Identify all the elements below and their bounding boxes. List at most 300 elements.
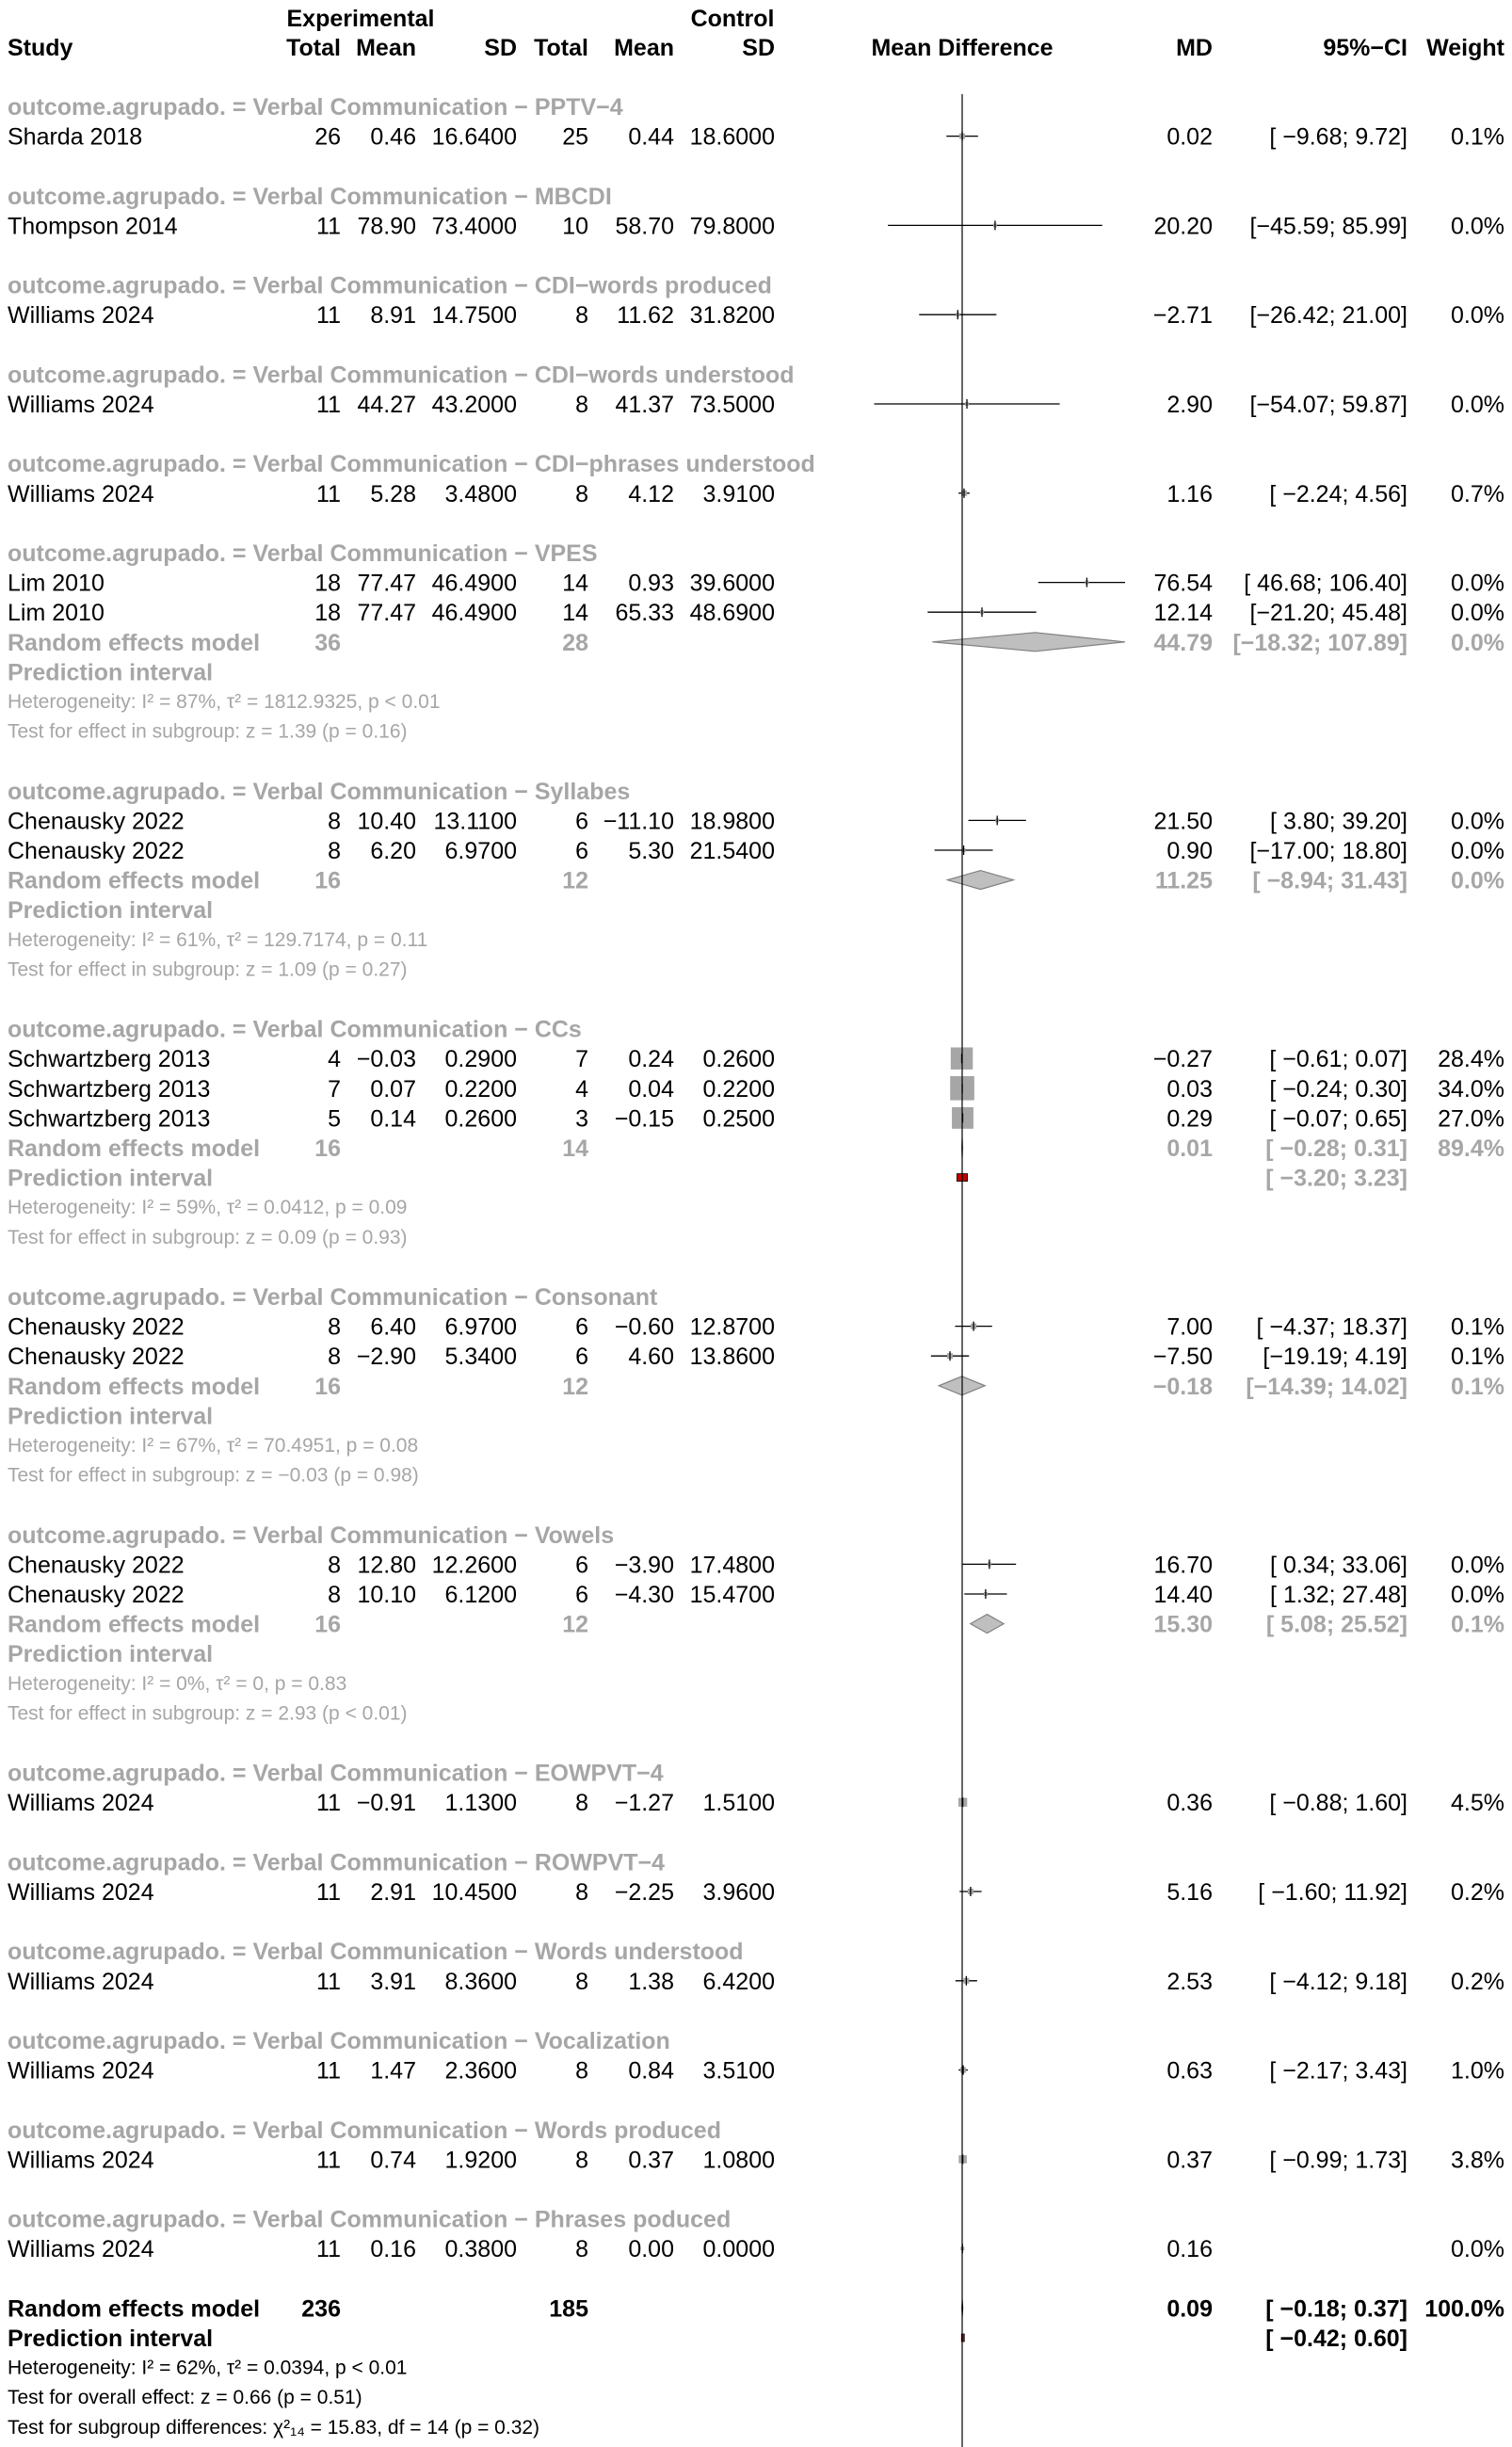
ctl-mean: 41.37	[615, 392, 674, 418]
md-value: 1.16	[1166, 480, 1213, 507]
md-value: 0.63	[1166, 2057, 1213, 2085]
md-value: 0.09	[1166, 2295, 1213, 2323]
md-value: −2.71	[1152, 302, 1213, 330]
prediction-interval-label: Prediction interval	[8, 1165, 214, 1192]
subgroup-title: outcome.agrupado. = Verbal Communication − CDI−words produced	[8, 272, 772, 299]
exp-sd: 16.6400	[431, 123, 517, 151]
header-sd-ctl: SD	[742, 35, 775, 61]
ci-value: [ 5.08; 25.52]	[1265, 1611, 1407, 1638]
ci-value: [ −2.17; 3.43]	[1269, 2057, 1407, 2085]
ctl-mean: −4.30	[614, 1582, 674, 1608]
prediction-interval-label: Prediction interval	[8, 2326, 214, 2352]
md-value: 7.00	[1166, 1313, 1213, 1341]
weight-value: 0.0%	[1451, 2236, 1504, 2263]
ctl-total: 6	[575, 1344, 588, 1371]
header-total-ctl: Total	[534, 35, 588, 61]
ci-value: [−54.07; 59.87]	[1249, 392, 1407, 418]
study-name: Schwartzberg 2013	[8, 1075, 211, 1103]
ctl-sd: 6.4200	[702, 1968, 775, 1995]
exp-total: 11	[316, 2236, 341, 2263]
row-study	[8, 481, 1504, 507]
exp-mean: 0.74	[370, 2147, 416, 2174]
row-study	[8, 600, 1504, 626]
exp-sd: 0.2600	[444, 1105, 517, 1133]
weight-value: 3.8%	[1451, 2147, 1504, 2174]
ctl-total: 28	[562, 629, 588, 656]
row-study	[8, 1344, 1504, 1370]
ctl-sd: 31.8200	[689, 302, 775, 330]
subgroup-title: outcome.agrupado. = Verbal Communication − CCs	[8, 1016, 582, 1043]
weight-value: 0.0%	[1451, 1552, 1504, 1579]
ctl-total: 12	[562, 1611, 588, 1638]
exp-mean: 0.14	[370, 1105, 416, 1133]
study-name: Schwartzberg 2013	[8, 1105, 211, 1133]
weight-value: 0.0%	[1451, 302, 1504, 330]
exp-mean: 6.40	[370, 1313, 416, 1341]
subgroup-title: outcome.agrupado. = Verbal Communication − Words understood	[8, 1939, 744, 1966]
ctl-mean: −3.90	[614, 1552, 674, 1579]
ci-value: [ −9.68; 9.72]	[1269, 123, 1407, 151]
weight-value: 0.1%	[1451, 123, 1504, 151]
prediction-interval-label: Prediction interval	[8, 1403, 214, 1430]
weight-value: 4.5%	[1451, 1790, 1504, 1817]
heterogeneity-text: Heterogeneity: I² = 0%, τ² = 0, p = 0.83	[8, 1672, 347, 1695]
ctl-mean: 5.30	[628, 838, 674, 864]
ci-value: [ −0.88; 1.60]	[1269, 1790, 1407, 1817]
ctl-total: 8	[575, 1790, 588, 1817]
ctl-total: 10	[562, 213, 588, 240]
md-value: −0.27	[1152, 1046, 1213, 1073]
ci-value: [ −0.61; 0.07]	[1269, 1046, 1407, 1073]
study-name: Williams 2024	[8, 302, 154, 330]
ctl-mean: 11.62	[617, 302, 674, 330]
subgroup-test-text: Test for effect in subgroup: z = 1.09 (p = 0.27)	[8, 958, 408, 981]
ctl-total: 6	[575, 1552, 588, 1579]
ctl-total: 6	[575, 808, 588, 835]
md-value: 0.36	[1166, 1790, 1213, 1817]
ctl-sd: 39.6000	[689, 570, 775, 597]
ctl-mean: −0.60	[614, 1313, 674, 1341]
header-mean-ctl: Mean	[614, 35, 674, 61]
row-study	[8, 808, 1504, 834]
ctl-mean: −11.10	[603, 808, 674, 835]
row-study	[8, 213, 1504, 239]
ci-value: [−18.32; 107.89]	[1232, 629, 1407, 656]
ctl-total: 8	[575, 302, 588, 330]
ctl-sd: 13.8600	[689, 1344, 775, 1371]
prediction-interval-label: Prediction interval	[8, 1641, 214, 1668]
random-model-label: Random effects model	[8, 1611, 261, 1638]
subgroup-test-text: Test for effect in subgroup: z = 2.93 (p < 0.01)	[8, 1702, 408, 1725]
exp-sd: 6.1200	[444, 1582, 517, 1608]
weight-value: 0.1%	[1451, 1344, 1504, 1371]
header-mean-difference: Mean Difference	[871, 35, 1054, 61]
exp-mean: 1.47	[370, 2057, 416, 2085]
ctl-total: 7	[575, 1046, 588, 1073]
row-footer	[8, 2387, 362, 2408]
study-name: Williams 2024	[8, 1790, 154, 1817]
header-control: Control	[690, 6, 775, 32]
exp-total: 11	[316, 480, 341, 507]
study-name: Chenausky 2022	[8, 1552, 185, 1579]
exp-sd: 10.4500	[431, 1879, 517, 1906]
exp-sd: 14.7500	[431, 302, 517, 330]
ci-value: [ −4.37; 18.37]	[1256, 1313, 1407, 1341]
ctl-total: 4	[575, 1075, 588, 1103]
row-het	[8, 1435, 418, 1457]
exp-total: 8	[328, 1582, 341, 1608]
ctl-mean: 58.70	[615, 213, 674, 240]
ctl-total: 8	[575, 2236, 588, 2263]
row-het	[8, 1197, 407, 1218]
study-name: Chenausky 2022	[8, 1313, 185, 1341]
ctl-total: 8	[575, 480, 588, 507]
row-study	[8, 1314, 1504, 1341]
row-study	[8, 1046, 1504, 1072]
row-group	[8, 1522, 614, 1549]
row-group	[8, 184, 612, 210]
ctl-sd: 18.9800	[689, 808, 775, 835]
exp-total: 18	[314, 600, 341, 627]
header-row	[8, 6, 1505, 61]
subgroup-title: outcome.agrupado. = Verbal Communication − EOWPVT−4	[8, 1760, 664, 1787]
study-name: Schwartzberg 2013	[8, 1046, 211, 1073]
subgroup-diamond	[932, 633, 1125, 652]
exp-sd: 5.3400	[444, 1344, 517, 1371]
heterogeneity-text: Heterogeneity: I² = 61%, τ² = 129.7174, p = 0.11	[8, 928, 428, 951]
exp-total: 4	[328, 1046, 341, 1073]
exp-total: 36	[314, 629, 341, 656]
exp-mean: 0.16	[370, 2236, 416, 2263]
ctl-sd: 18.6000	[689, 123, 775, 151]
row-study	[8, 302, 1504, 329]
row-test	[8, 721, 408, 743]
ci-value: [−17.00; 18.80]	[1249, 838, 1407, 864]
row-study	[8, 124, 1504, 151]
study-name: Chenausky 2022	[8, 808, 185, 835]
md-value: 0.02	[1166, 123, 1213, 151]
exp-total: 8	[328, 1552, 341, 1579]
row-overall	[8, 2295, 1504, 2322]
ctl-total: 12	[562, 867, 588, 894]
exp-sd: 73.4000	[431, 213, 517, 240]
md-value: 15.30	[1153, 1611, 1213, 1638]
exp-sd: 12.2600	[431, 1552, 517, 1579]
row-group	[8, 2207, 731, 2233]
row-study	[8, 838, 1504, 864]
ctl-total: 12	[562, 1373, 588, 1400]
subgroup-test-text: Test for effect in subgroup: z = 1.39 (p = 0.16)	[8, 720, 408, 743]
row-group	[8, 540, 598, 567]
subgroup-title: outcome.agrupado. = Verbal Communication − MBCDI	[8, 183, 612, 210]
study-name: Williams 2024	[8, 1879, 154, 1906]
ctl-mean: 0.44	[628, 123, 674, 151]
exp-mean: 77.47	[357, 570, 416, 597]
md-value: 11.25	[1154, 867, 1213, 894]
exp-total: 11	[316, 1968, 341, 1995]
exp-mean: 6.20	[370, 838, 416, 864]
row-study	[8, 571, 1504, 597]
exp-mean: 5.28	[370, 480, 416, 507]
ctl-sd: 48.6900	[689, 600, 775, 627]
ctl-total: 8	[575, 1968, 588, 1995]
ctl-sd: 3.9600	[702, 1879, 775, 1906]
ci-value: [ 3.80; 39.20]	[1270, 808, 1407, 835]
ctl-mean: 0.24	[628, 1046, 674, 1073]
ci-value: [ 1.32; 27.48]	[1270, 1582, 1407, 1608]
plot-area	[773, 94, 1145, 2447]
row-study	[8, 1076, 1504, 1103]
weight-value: 0.0%	[1451, 600, 1504, 627]
study-name: Chenausky 2022	[8, 1344, 185, 1371]
exp-mean: 8.91	[370, 302, 416, 330]
exp-mean: 2.91	[370, 1879, 416, 1906]
ctl-total: 8	[575, 2147, 588, 2174]
row-study	[8, 1582, 1504, 1608]
weight-value: 0.1%	[1451, 1313, 1504, 1341]
row-overall_pred	[8, 2326, 1407, 2352]
overall-test-text: Test for overall effect: z = 0.66 (p = 0.51)	[8, 2387, 362, 2409]
row-group	[8, 1284, 658, 1311]
weight-value: 28.4%	[1438, 1046, 1504, 1073]
exp-sd: 13.1100	[433, 808, 517, 835]
subgroup-title: outcome.agrupado. = Verbal Communication − Words produced	[8, 2117, 721, 2144]
exp-mean: 10.40	[357, 808, 416, 835]
md-value: 0.90	[1166, 838, 1213, 864]
ctl-total: 6	[575, 1582, 588, 1608]
ci-value: [−21.20; 45.48]	[1249, 600, 1407, 627]
exp-total: 236	[301, 2295, 341, 2323]
row-group	[8, 94, 623, 121]
row-het	[8, 691, 441, 713]
ci-value: [ 46.68; 106.40]	[1244, 570, 1407, 597]
row-group	[8, 2117, 721, 2144]
md-value: 76.54	[1153, 570, 1213, 597]
exp-total: 11	[316, 1879, 341, 1906]
ctl-total: 185	[549, 2295, 588, 2323]
exp-sd: 0.2200	[444, 1075, 517, 1103]
exp-total: 11	[316, 2057, 341, 2085]
ci-value: [ −4.12; 9.18]	[1269, 1968, 1407, 1995]
ci-value: [ −0.18; 0.37]	[1265, 2295, 1407, 2323]
ctl-total: 3	[575, 1105, 588, 1133]
random-model-label: Random effects model	[8, 1135, 261, 1162]
exp-total: 8	[328, 808, 341, 835]
row-group	[8, 779, 630, 805]
heterogeneity-text: Heterogeneity: I² = 87%, τ² = 1812.9325, p < 0.01	[8, 691, 441, 713]
ctl-mean: 0.00	[628, 2236, 674, 2263]
weight-value: 0.0%	[1451, 1582, 1504, 1608]
exp-total: 11	[316, 302, 341, 330]
ctl-sd: 12.8700	[689, 1313, 775, 1341]
md-value: 0.01	[1166, 1135, 1213, 1162]
exp-sd: 0.2900	[444, 1046, 517, 1073]
ctl-total: 6	[575, 838, 588, 864]
overall-heterogeneity-text: Heterogeneity: I² = 62%, τ² = 0.0394, p < 0.01	[8, 2357, 408, 2379]
exp-total: 16	[314, 1611, 341, 1638]
exp-total: 16	[314, 1373, 341, 1400]
exp-total: 8	[328, 838, 341, 864]
ctl-sd: 21.5400	[689, 838, 775, 864]
ctl-mean: −0.15	[614, 1105, 674, 1133]
md-value: 2.53	[1166, 1968, 1213, 1995]
row-study	[8, 1969, 1504, 1995]
row-test	[8, 1702, 408, 1724]
ctl-mean: 4.60	[628, 1344, 674, 1371]
row-study	[8, 2147, 1504, 2173]
weight-value: 0.0%	[1451, 629, 1504, 656]
subgroup-title: outcome.agrupado. = Verbal Communication − Phrases poduced	[8, 2206, 732, 2233]
md-value: 0.37	[1166, 2147, 1213, 2174]
exp-mean: 10.10	[357, 1582, 416, 1608]
ctl-sd: 1.5100	[702, 1790, 775, 1817]
ctl-total: 14	[562, 600, 588, 627]
prediction-ci-value: [ −3.20; 3.23]	[1265, 1165, 1407, 1192]
row-study	[8, 1879, 1504, 1906]
exp-sd: 3.4800	[444, 480, 517, 507]
ctl-sd: 15.4700	[689, 1582, 775, 1608]
row-group	[8, 451, 815, 477]
ctl-mean: −2.25	[614, 1879, 674, 1906]
header-mean-exp: Mean	[356, 35, 416, 61]
exp-total: 5	[328, 1105, 341, 1133]
subgroup-diamond	[948, 871, 1014, 890]
study-name: Williams 2024	[8, 1968, 154, 1995]
row-random	[8, 1135, 1504, 1162]
random-model-label: Random effects model	[8, 867, 261, 894]
subgroup-title: outcome.agrupado. = Verbal Communication − Syllabes	[8, 778, 631, 805]
random-model-label: Random effects model	[8, 629, 261, 656]
ctl-total: 8	[575, 2057, 588, 2085]
header-total-exp: Total	[286, 35, 341, 61]
row-pred	[8, 1403, 213, 1429]
ctl-sd: 0.2600	[702, 1046, 775, 1073]
ctl-mean: 0.84	[628, 2057, 674, 2085]
exp-total: 11	[316, 1790, 341, 1817]
ctl-sd: 3.5100	[702, 2057, 775, 2085]
ci-value: [−26.42; 21.00]	[1249, 302, 1407, 330]
ctl-total: 25	[562, 123, 588, 151]
exp-sd: 6.9700	[444, 838, 517, 864]
ci-value: [ −1.60; 11.92]	[1258, 1879, 1407, 1906]
row-group	[8, 2028, 670, 2054]
ctl-sd: 79.8000	[689, 213, 775, 240]
row-study	[8, 1105, 1504, 1132]
row-group	[8, 273, 772, 299]
exp-mean: 78.90	[357, 213, 416, 240]
exp-sd: 46.4900	[431, 600, 517, 627]
exp-total: 8	[328, 1344, 341, 1371]
subgroup-diamond	[971, 1615, 1004, 1634]
row-test	[8, 1465, 419, 1487]
exp-total: 8	[328, 1313, 341, 1341]
ctl-total: 14	[562, 570, 588, 597]
weight-value: 0.0%	[1451, 570, 1504, 597]
header-experimental: Experimental	[286, 6, 435, 32]
row-test	[8, 958, 408, 980]
study-name: Thompson 2014	[8, 213, 178, 240]
exp-mean: 0.46	[370, 123, 416, 151]
exp-mean: 0.07	[370, 1075, 416, 1103]
ctl-mean: 0.37	[628, 2147, 674, 2174]
subgroup-test-text: Test for effect in subgroup: z = −0.03 (p = 0.98)	[8, 1464, 419, 1487]
weight-value: 0.7%	[1451, 480, 1504, 507]
exp-mean: 44.27	[357, 392, 416, 418]
ctl-mean: −1.27	[614, 1790, 674, 1817]
ctl-sd: 73.5000	[689, 392, 775, 418]
exp-mean: 12.80	[357, 1552, 416, 1579]
random-model-label: Random effects model	[8, 1373, 261, 1400]
exp-sd: 1.9200	[444, 2147, 517, 2174]
ci-value: [−45.59; 85.99]	[1249, 213, 1407, 240]
md-value: 0.16	[1166, 2236, 1213, 2263]
exp-total: 7	[328, 1075, 341, 1103]
header-study: Study	[8, 35, 73, 61]
ctl-sd: 17.4800	[689, 1552, 775, 1579]
subgroup-title: outcome.agrupado. = Verbal Communication − CDI−phrases understood	[8, 451, 815, 478]
md-value: 5.16	[1166, 1879, 1213, 1906]
ci-value: [ −0.07; 0.65]	[1269, 1105, 1407, 1133]
ctl-total: 8	[575, 392, 588, 418]
row-study	[8, 2058, 1504, 2085]
header-sd-exp: SD	[484, 35, 517, 61]
exp-total: 16	[314, 867, 341, 894]
study-name: Chenausky 2022	[8, 838, 185, 864]
prediction-interval-label: Prediction interval	[8, 897, 214, 925]
weight-value: 34.0%	[1438, 1075, 1504, 1103]
row-random	[8, 868, 1504, 894]
subgroup-title: outcome.agrupado. = Verbal Communication − Vocalization	[8, 2028, 670, 2054]
row-pred	[8, 1641, 213, 1667]
row-group	[8, 1017, 582, 1043]
exp-total: 11	[316, 2147, 341, 2174]
ci-value: [−14.39; 14.02]	[1246, 1373, 1407, 1400]
study-name: Lim 2010	[8, 570, 105, 597]
ctl-total: 8	[575, 1879, 588, 1906]
header-ci: 95%−CI	[1323, 35, 1407, 61]
overall-model-label: Random effects model	[8, 2295, 261, 2323]
ctl-mean: 1.38	[628, 1968, 674, 1995]
row-footer_het	[8, 2358, 407, 2379]
ci-value: [ 0.34; 33.06]	[1270, 1552, 1407, 1579]
md-value: 0.03	[1166, 1075, 1213, 1103]
exp-mean: −0.03	[356, 1046, 416, 1073]
ctl-sd: 0.0000	[702, 2236, 775, 2263]
row-study	[8, 2236, 1504, 2262]
exp-total: 18	[314, 570, 341, 597]
ctl-sd: 1.0800	[702, 2147, 775, 2174]
ctl-total: 6	[575, 1313, 588, 1341]
weight-value: 0.2%	[1451, 1968, 1504, 1995]
subgroup-title: outcome.agrupado. = Verbal Communication − ROWPVT−4	[8, 1849, 666, 1876]
row-group	[8, 362, 795, 388]
weight-value: 0.0%	[1451, 392, 1504, 418]
subgroup-title: outcome.agrupado. = Verbal Communication − Vowels	[8, 1521, 615, 1549]
subgroup-title: outcome.agrupado. = Verbal Communication − CDI−words understood	[8, 362, 795, 389]
prediction-ci-value: [ −0.42; 0.60]	[1265, 2326, 1407, 2352]
md-value: 16.70	[1153, 1552, 1213, 1579]
study-name: Williams 2024	[8, 2147, 154, 2174]
row-pred	[8, 1166, 1407, 1192]
md-value: 21.50	[1153, 808, 1213, 835]
heterogeneity-text: Heterogeneity: I² = 67%, τ² = 70.4951, p = 0.08	[8, 1435, 419, 1457]
md-value: 0.29	[1166, 1105, 1213, 1133]
subgroup-title: outcome.agrupado. = Verbal Communication − PPTV−4	[8, 94, 623, 121]
study-name: Williams 2024	[8, 2236, 154, 2263]
exp-sd: 0.3800	[444, 2236, 517, 2263]
exp-mean: −2.90	[356, 1344, 416, 1371]
row-random	[8, 1374, 1504, 1400]
